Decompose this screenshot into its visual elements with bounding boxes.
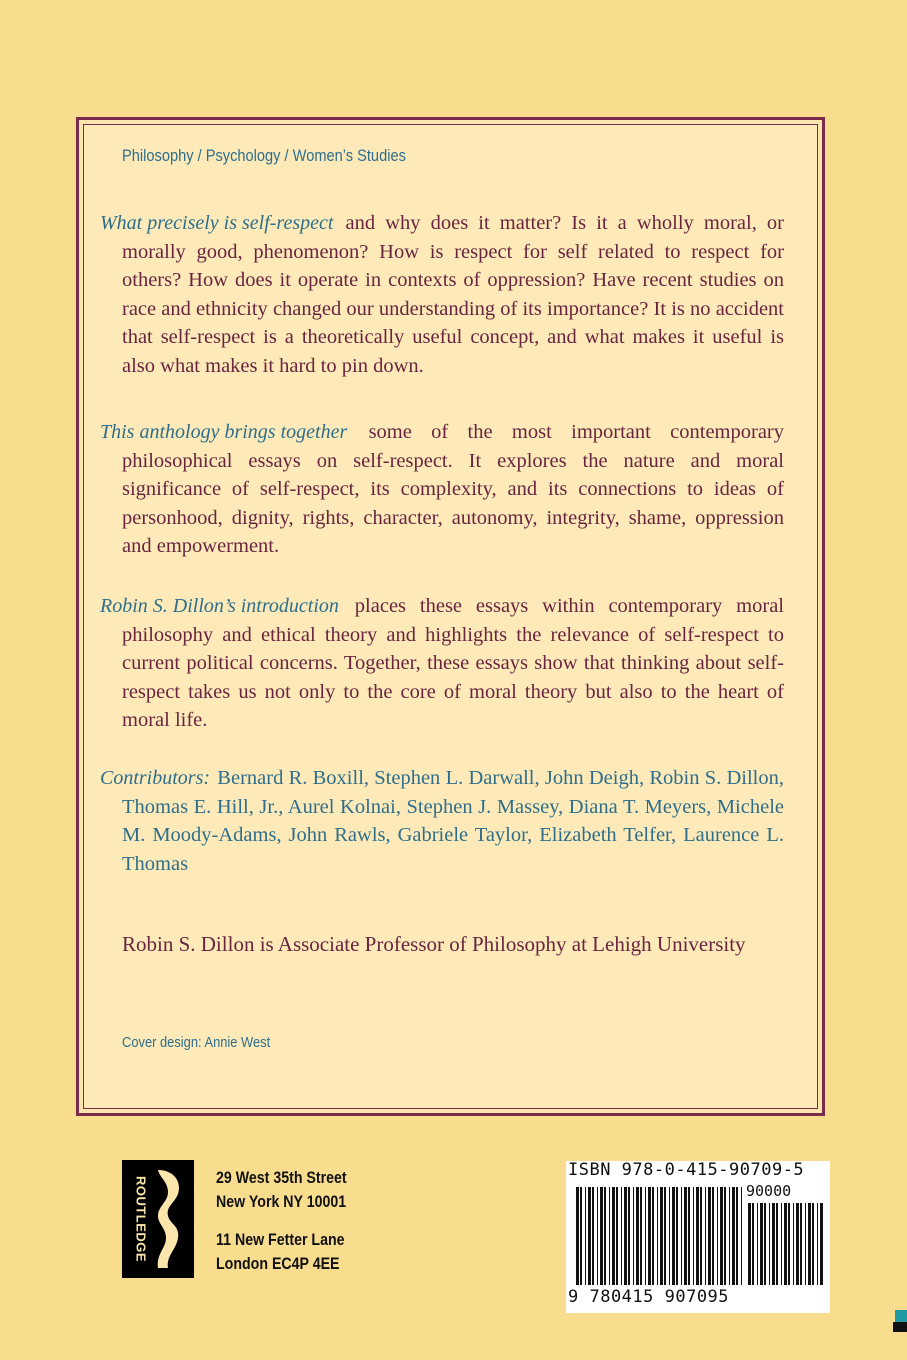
paragraph-introduction-text: places these essays within contemporary moral philosophy and ethical theory and highlights the relevance of self-respect to current political concerns. Together, these essays show that thinking about self-respect takes us not only to the core of moral theory but also to the heart of moral life. (122, 595, 784, 732)
isbn-number: ISBN 978-0-415-90709-5 (568, 1160, 805, 1180)
publisher-name: ROUTLEDGE (133, 1175, 149, 1263)
address-london (216, 1228, 345, 1276)
address-uk-line1: 11 New Fetter Lane (216, 1231, 345, 1249)
ean-number: 9 780415 907095 (568, 1287, 730, 1307)
paragraph-introduction-lead: Robin S. Dillon’s introduction (100, 595, 339, 617)
paragraph-intro-lead: What precisely is self-respect (100, 212, 334, 234)
paragraph-introduction (100, 592, 784, 735)
address-ny-line2: New York NY 10001 (216, 1193, 347, 1211)
contributors-list (100, 764, 785, 878)
author-bio: Robin S. Dillon is Associate Professor of Philosophy at Lehigh University (122, 932, 746, 956)
paragraph-anthology (100, 418, 785, 561)
paragraph-intro (100, 209, 785, 381)
address-new-york (216, 1166, 347, 1214)
subject-categories: Philosophy / Psychology / Women’s Studies (122, 146, 406, 165)
routledge-logo-icon (122, 1160, 194, 1278)
contributors-names: Bernard R. Boxill, Stephen L. Darwall, John Deigh, Robin S. Dillon, Thomas E. Hill, Jr., Aurel Kolnai, Stephen J. Massey, Diana T. Meyers, Michele M. Moody-Adams, John Rawls, Gabriele Taylor, Elizabeth Telfer, Laurence L. Thomas (122, 767, 785, 875)
price-code: 90000 (746, 1182, 792, 1200)
paragraph-anthology-lead: This anthology brings together (100, 421, 348, 443)
paragraph-intro-text: and why does it matter? Is it a wholly moral, or morally good, phenomenon? How is respect for self related to respect for others? How does it operate in contexts of oppression? Have recent studies on race and ethnicity changed our understanding of its importance? It is no accident that self-respect is a theoretically useful concept, and what makes it useful is also what makes it hard to pin down. (122, 212, 785, 377)
corner-sticker-dark (893, 1322, 907, 1332)
cover-design-credit: Cover design: Annie West (122, 1034, 271, 1051)
address-uk-line2: London EC4P 4EE (216, 1255, 340, 1273)
address-ny-line1: 29 West 35th Street (216, 1169, 347, 1187)
contributors-lead: Contributors: (100, 767, 211, 789)
paragraph-anthology-text: some of the most important contemporary philosophical essays on self-respect. It explores the nature and moral significance of self-respect, its complexity, and its connections to ideas of personhood, dignity, rights, character, autonomy, integrity, shame, oppression and empowerment. (122, 421, 785, 558)
